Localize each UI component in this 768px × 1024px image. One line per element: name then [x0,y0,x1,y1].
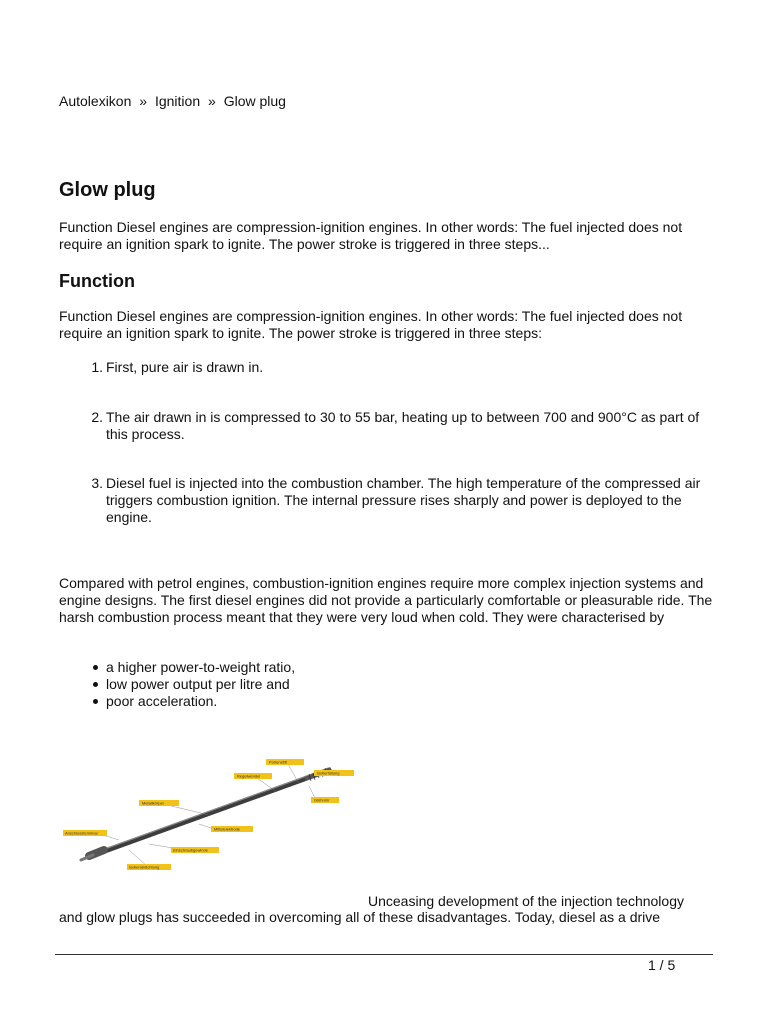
glow-plug-diagram [59,728,371,878]
list-item: a higher power-to-weight ratio, [59,659,295,676]
page-number: 1 / 5 [648,957,676,973]
list-item-text: Diesel fuel is injected into the combustion chamber. The high temperature of the compressed air triggers combustion ignition. The internal pressure rises sharply and power is deployed to the engine. [106,475,701,525]
list-item-number: 1. [91,359,103,375]
diagram-label: Metallkörper [142,800,165,806]
glow-plug-illustration [81,768,331,860]
diagram-label: Glührohr [314,797,330,803]
breadcrumb [59,92,286,110]
page-title: Glow plug [59,179,156,201]
diagram-label: Einschraubgewinde [173,847,208,853]
diagram-label: Polrenstift [269,759,287,765]
diagram-label: Isolierabdichtung [129,864,160,870]
list-item: poor acceleration. [59,693,295,710]
closing-paragraph-line-1: Unceasing development of the injection technology [368,893,684,909]
breadcrumb-item-ignition[interactable]: Ignition [154,93,201,109]
section-heading-function: Function [59,271,135,291]
comparison-paragraph: Compared with petrol engines, combustion-ignition engines require more complex injection systems and engine designs. The first diesel engines did not provide a particularly comfortable or pleasurable ride. The harsh combustion process meant that they were very loud when cold. They were characterised by [59,575,713,625]
breadcrumb-separator: » [208,93,216,109]
diagram-label: Isolierfüllung [317,770,340,776]
characteristics-list [59,659,295,710]
list-item: low power output per litre and [59,676,295,693]
breadcrumb-item-autolexikon[interactable]: Autolexikon [59,93,132,109]
diagram-label: Regelwendel [237,773,261,779]
list-item [59,359,719,376]
list-item-text: First, pure air is drawn in. [106,359,264,375]
breadcrumb-separator: » [139,93,148,109]
function-paragraph: Function Diesel engines are compression-ignition engines. In other words: The fuel injected does not require an ignition spark to ignite. The power stroke is triggered in three steps: [59,308,683,341]
footer-divider [55,954,713,955]
list-item [59,409,719,443]
list-item-number: 3. [91,475,103,491]
list-item [59,475,719,526]
diagram-label: Anschlussterminal [65,830,98,836]
breadcrumb-item-current: Glow plug [223,93,286,109]
diagram-label: Mittelelektrode [214,826,241,832]
intro-paragraph: Function Diesel engines are compression-ignition engines. In other words: The fuel injected does not require an ignition spark to ignite. The power stroke is triggered in three steps... [59,219,683,252]
list-item-number: 2. [91,409,103,425]
list-item-text: The air drawn in is compressed to 30 to 55 bar, heating up to between 700 and 900°C as part of this process. [106,409,700,442]
closing-paragraph-line-2: and glow plugs has succeeded in overcoming all of these disadvantages. Today, diesel as a drive [59,909,661,925]
